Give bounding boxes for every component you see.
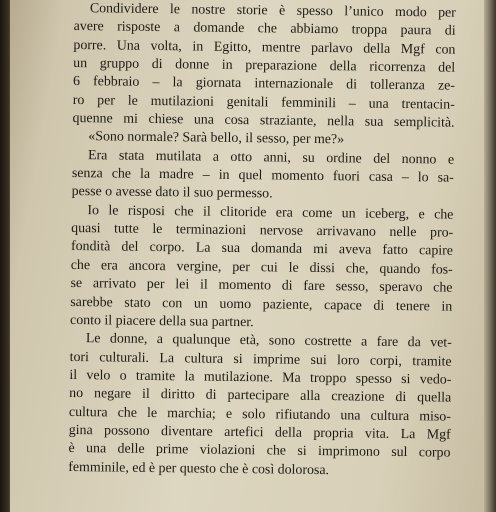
book-page <box>10 0 484 512</box>
text-line: femminile, ed è per questo che è così dolorosa. <box>68 459 330 478</box>
text-line: 6 febbraio – la giornata internazionale di tolleranza ze- <box>72 74 456 95</box>
text-line: Io le risposi che il clitoride era come un iceberg, e che <box>87 202 454 223</box>
text-line: gina possono diventare artefici della propria vita. La Mgf <box>68 422 451 443</box>
text-line: «Sono normale? Sarà bello, il sesso, per me?» <box>88 129 345 148</box>
body-text <box>68 0 456 482</box>
text-line: ro per le mutilazioni genitali femminili – una trentacin- <box>72 92 455 113</box>
text-line: Era stata mutilata a otto anni, su ordine del nonno e <box>88 147 455 168</box>
paragraph-3 <box>70 202 454 335</box>
text-line: quenne mi chiese una cosa straziante, nella sua semplicità. <box>72 111 455 131</box>
book-edge-shadow <box>484 0 496 512</box>
text-line: sarebbe stato con un uomo paziente, capace di tenere in <box>70 294 453 315</box>
paragraph-4 <box>68 330 452 481</box>
text-line: no negare il diritto di partecipare alla creazione di quella <box>69 386 452 406</box>
text-line: conto il piacere della sua partner. <box>69 312 254 331</box>
paragraph-1 <box>72 0 456 151</box>
text-line: avere risposte a domande che abbiamo troppa paura di <box>73 19 456 40</box>
text-line: Le donne, a qualunque età, sono costrette a fare da vet- <box>85 331 452 351</box>
text-line: quasi tutte le terminazioni nervose arrivavano nelle pro- <box>71 221 454 241</box>
text-line: è una delle prime violazioni che si imprimono sul corpo <box>68 441 451 461</box>
text-line: che era ancora vergine, per cui le dissi che, quando fos- <box>70 257 453 278</box>
text-line: un gruppo di donne in preparazione della ricorrenza del <box>73 56 456 76</box>
paragraph-2 <box>72 147 455 207</box>
text-line: il velo o tramite la mutilazione. Ma troppo spesso si vedo- <box>69 367 452 388</box>
text-line: fondità del corpo. La sua domanda mi aveva fatto capire <box>70 239 454 260</box>
text-line: senza che la madre – in quel momento fuori casa – lo sa- <box>71 166 454 186</box>
text-line: tori culturali. La cultura si imprime sui loro corpi, tramite <box>69 349 452 370</box>
text-line: se arrivato per lei il momento di fare sesso, speravo che <box>70 276 453 296</box>
text-line: Condividere le nostre storie è spesso l’unico modo per <box>89 1 456 21</box>
text-line: porre. Una volta, in Egitto, mentre parlavo della Mgf con <box>73 37 456 58</box>
text-line: cultura che le marchia; e solo rifiutando una cultura miso- <box>68 404 452 425</box>
text-line: pesse o avesse dato il suo permesso. <box>71 184 273 202</box>
